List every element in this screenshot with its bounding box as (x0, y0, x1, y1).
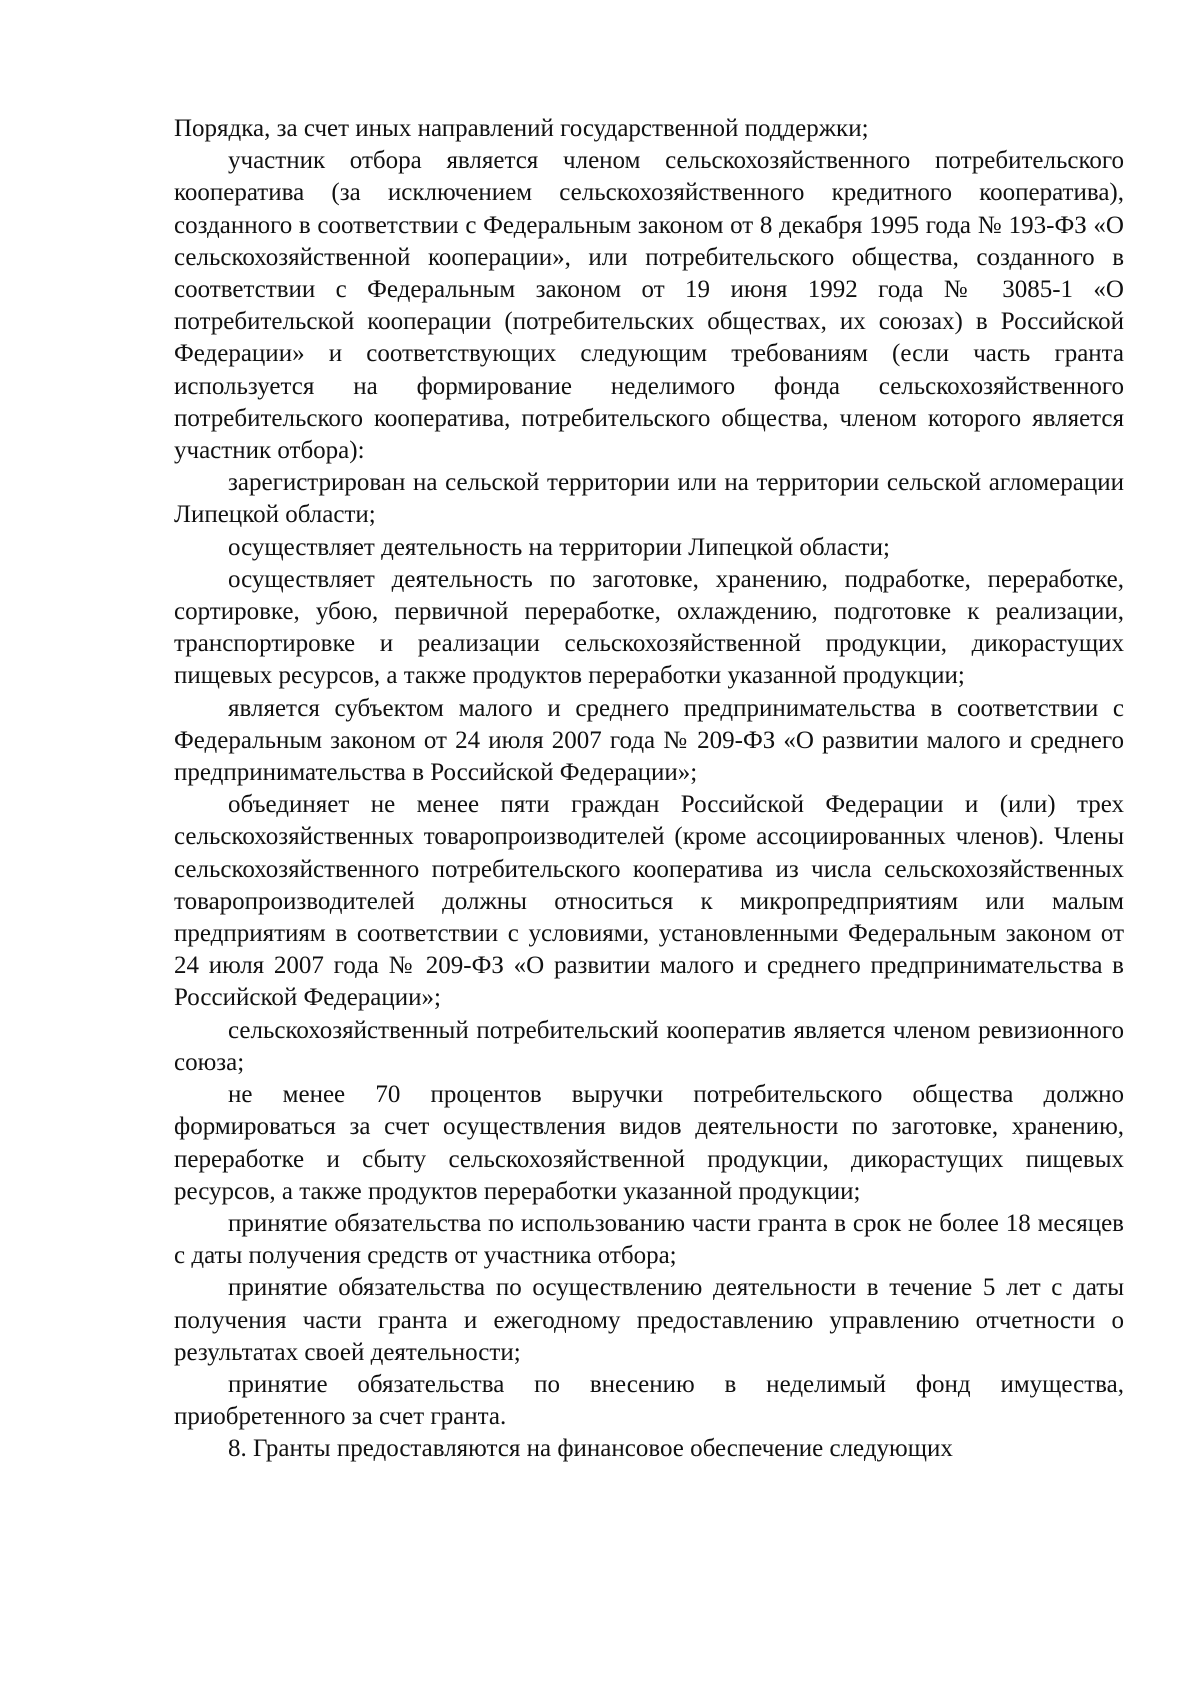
paragraph-small-business: является субъектом малого и среднего предпринимательства в соответствии с Федеральным законом от 24 июля 2007 года № 209-ФЗ «О развитии малого и среднего предпринимательства в Российской Федерации»; (174, 694, 1124, 787)
paragraph-activity-territory: осуществляет деятельность на территории Липецкой области; (228, 533, 890, 561)
paragraph-audit-union: сельскохозяйственный потребительский кооператив является членом ревизионного союза; (174, 1016, 1124, 1076)
paragraph-obligation-fund: принятие обязательства по внесению в неделимый фонд имущества, приобретенного за счет гранта. (174, 1370, 1124, 1431)
paragraph-registration: зарегистрирован на сельской территории или на территории сельской агломерации Липецкой области; (174, 469, 1124, 529)
document-page (174, 113, 1124, 1466)
paragraph-obligation-usage: принятие обязательства по использованию части гранта в срок не более 18 месяцев с даты получения средств от участника отбора; (174, 1209, 1124, 1270)
paragraph-item-8: 8. Гранты предоставляются на финансовое обеспечение следующих (228, 1435, 953, 1463)
paragraph-cooperative-membership: участник отбора является членом сельскохозяйственного потребительского кооператива (за исключением сельскохозяйственного кредитного кооператива), созданного в соответствии с Федеральным законом от 8 декабря 1995 года № 193-ФЗ «О сельскохозяйственной кооперации», или потребительского общества, созданного в соответствии с Федеральным законом от 19 июня 1992 года № 3085-1 «О потребительской кооперации (потребительских обществах, их союзах) в Российской Федерации» и соответствующих следующим требованиям (если часть гранта используется на формирование неделимого фонда сельскохозяйственного потребительского кооператива, потребительского общества, членом которого является участник отбора): (174, 147, 1124, 465)
paragraph-members: объединяет не менее пяти граждан Российской Федерации и (или) трех сельскохозяйственных товаропроизводителей (кроме ассоциированных членов). Члены сельскохозяйственного потребительского кооператива из числа сельскохозяйственных товаропроизводителей должны относиться к микропредприятиям или малым предприятиям в соответствии с условиями, установленными Федеральным законом от 24 июля 2007 года № 209-ФЗ «О развитии малого и среднего предпринимательства в Российской Федерации»; (174, 791, 1124, 1012)
paragraph-continuation: Порядка, за счет иных направлений государственной поддержки; (174, 115, 869, 142)
paragraph-obligation-activity: принятие обязательства по осуществлению деятельности в течение 5 лет с даты получения части гранта и ежегодному предоставлению управлению отчетности о результатах своей деятельности; (174, 1274, 1124, 1366)
paragraph-activity-types: осуществляет деятельность по заготовке, хранению, подработке, переработке, сортировке, убою, первичной переработке, охлаждению, подготовке к реализации, транспортировке и реализации сельскохозяйственной продукции, дикорастущих пищевых ресурсов, а также продуктов переработки указанной продукции; (174, 565, 1124, 690)
paragraph-revenue: не менее 70 процентов выручки потребительского общества должно формироваться за счет осуществления видов деятельности по заготовке, хранению, переработке и сбыту сельскохозяйственной продукции, дикорастущих пищевых ресурсов, а также продуктов переработки указанной продукции; (174, 1081, 1124, 1205)
